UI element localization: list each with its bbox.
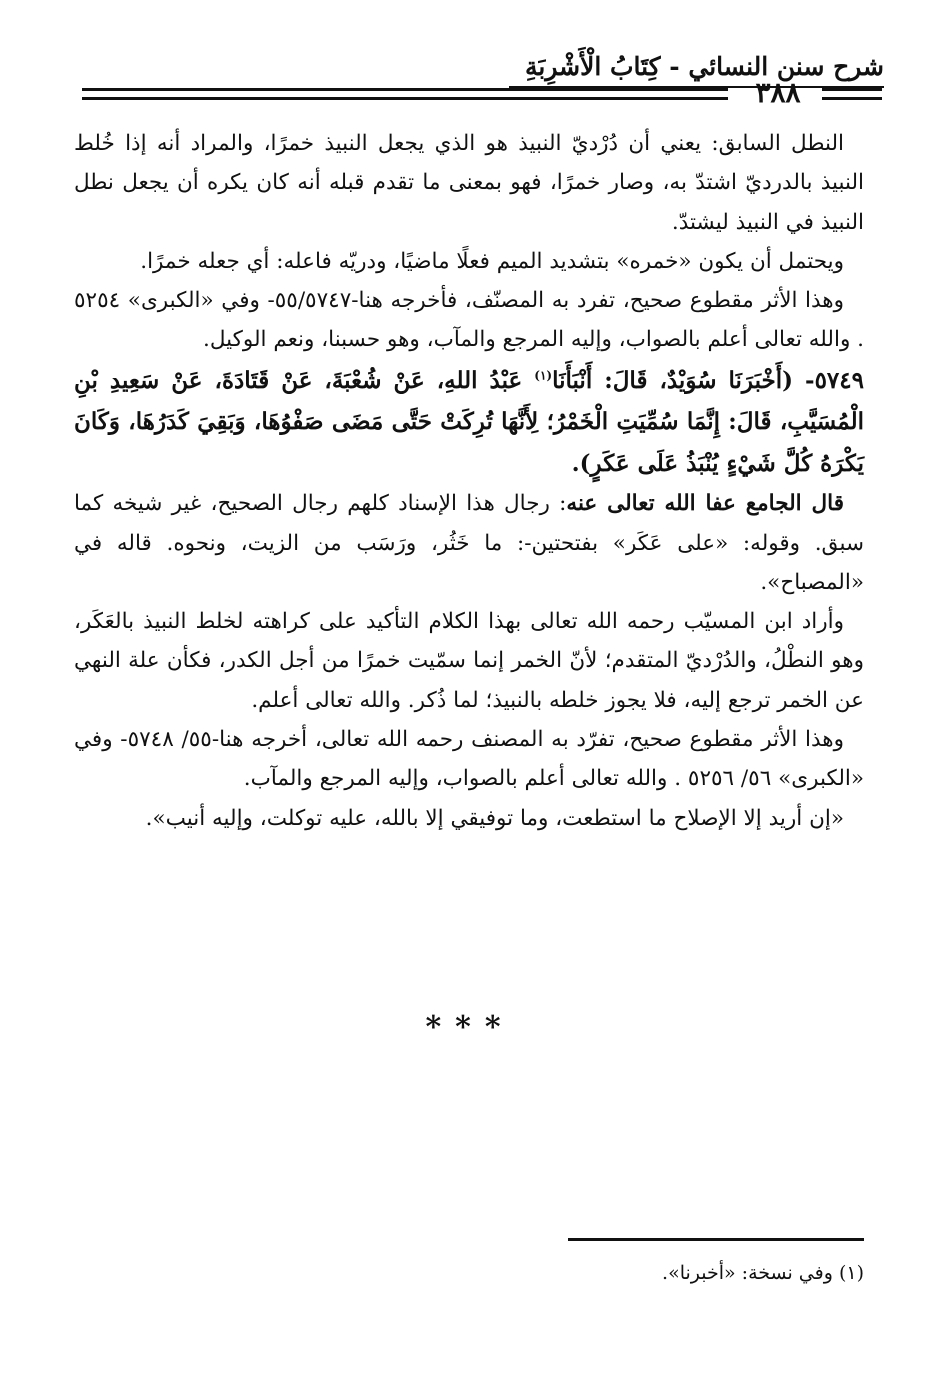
header-double-rule-left [82, 88, 728, 100]
hadith-text-end: عَبْدُ اللهِ، عَنْ شُعْبَةَ، عَنْ قَتَادَةَ، عَنْ سَعِيدِ بْنِ الْمُسَيَّبِ، قَالَ: إِنَّمَا سُمِّيَتِ الْخَمْرُ؛ لِأَنَّهَا تُرِكَتْ حَتَّى مَضَى صَفْوُهَا، وَبَقِيَ كَدَرُهَا، وَكَانَ يَكْرَهُ كُلَّ شَيْءٍ يُنْبَذُ عَلَى عَكَرٍ). [74, 366, 864, 477]
compiler-remark-heading: قال الجامع عفا الله تعالى عنه [566, 491, 845, 517]
footnote-marker[interactable]: (١) [534, 368, 553, 383]
paragraph-1: النطل السابق: يعني أن دُرْديّ النبيذ هو الذي يجعل النبيذ خمرًا، والمراد أنه إذا خُلط النبيذ بالدرديّ اشتدّ به، وصار خمرًا، فهو بمعنى ما تقدم قبله أنه كان يكره أن يجعل نطل النبيذ في النبيذ ليشتدّ. [74, 131, 864, 235]
paragraph-5: وأراد ابن المسيّب رحمه الله تعالى بهذا الكلام التأكيد على كراهته لخلط النبيذ بالعَكَر، وهو النطْلُ، والدُرْديّ المتقدم؛ لأنّ الخمر إنما سمّيت خمرًا من أجل الكدر، فكأن علة النهي عن الخمر ترجع إليه، فلا يجوز خلطه بالنبيذ؛ لما ذُكر. والله تعالى أعلم. [74, 609, 864, 713]
hadith-text [74, 360, 864, 485]
paragraph-6: وهذا الأثر مقطوع صحيح، تفرّد به المصنف رحمه الله تعالى، أخرجه هنا-٥٥/ ٥٧٤٨- وفي «الكبرى» ٥٦/ ٥٢٥٦ . والله تعالى أعلم بالصواب، وإليه المرجع والمآب. [74, 727, 864, 792]
paragraph-7: «إن أريد إلا الإصلاح ما استطعت، وما توفيقي إلا بالله، عليه توكلت، وإليه أنيب». [145, 805, 844, 831]
page-number: ٣٨٨ [755, 76, 801, 109]
running-header-title: شرح سنن النسائي - كِتَابُ الْأَشْرِبَةِ [524, 52, 884, 81]
paragraph-3: وهذا الأثر مقطوع صحيح، تفرد به المصنّف، فأخرجه هنا-٥٥/٥٧٤٧- وفي «الكبرى» ٥٢٥٤ . والله تعالى أعلم بالصواب، وإليه المرجع والمآب، وهو حسبنا، ونعم الوكيل. [74, 288, 864, 353]
footnote-1: (١) وفي نسخة: «أخبرنا». [662, 1262, 864, 1284]
hadith-text-start: ٥٧٤٩- (أَخْبَرَنَا سُوَيْدٌ، قَالَ: أَنْبَأَنَا [552, 366, 864, 394]
compiler-remark-text: : رجال هذا الإسناد كلهم رجال الصحيح، غير شيخه كما سبق. وقوله: «على عَكَر» بفتحتين-: ما خَثُر، ورَسَب من الزيت، ونحوه. قاله في «المصباح». [74, 491, 864, 595]
paragraph-2: ويحتمل أن يكون «خمره» بتشديد الميم فعلًا ماضيًا، ودريّه فاعله: أي جعله خمرًا. [140, 248, 844, 274]
footnote-rule [568, 1238, 864, 1241]
paragraph-4 [74, 484, 864, 602]
header-double-rule-right [822, 88, 882, 100]
main-text [74, 124, 864, 838]
section-separator: *** [425, 1010, 515, 1045]
